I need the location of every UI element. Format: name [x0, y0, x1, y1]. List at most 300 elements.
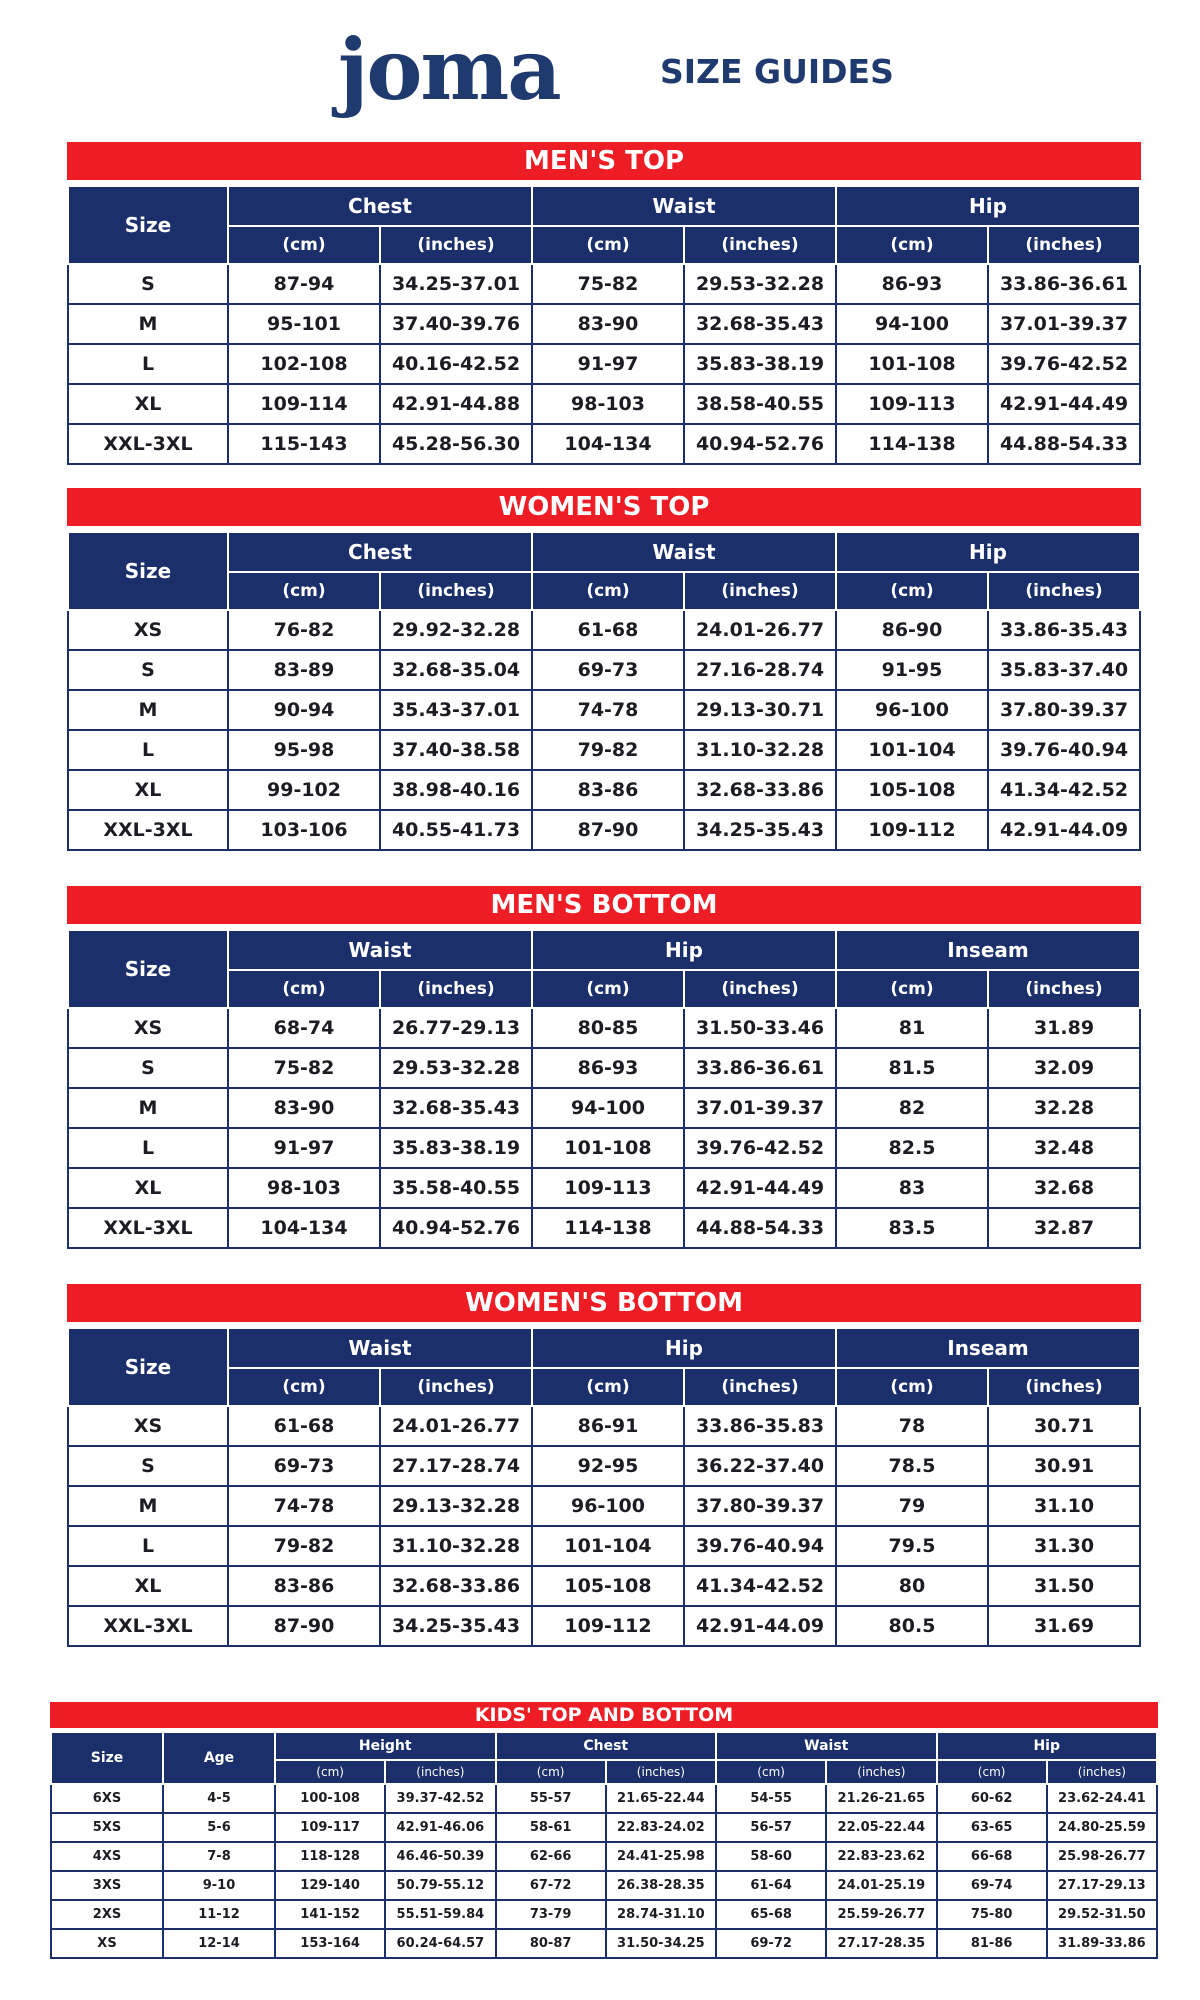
group-header: Waist — [532, 187, 836, 226]
table-row — [68, 730, 1140, 770]
value-cell: 100-108 — [275, 1784, 385, 1813]
table-row — [51, 1813, 1157, 1842]
value-cell: 24.01-26.77 — [380, 1406, 532, 1446]
value-cell: 32.48 — [988, 1128, 1140, 1168]
unit-header: (inches) — [684, 226, 836, 264]
value-cell: 83-90 — [228, 1088, 380, 1128]
value-cell: 79 — [836, 1486, 988, 1526]
value-cell: 32.68-35.43 — [380, 1088, 532, 1128]
size-cell: XXL-3XL — [68, 1606, 228, 1646]
group-header: Hip — [532, 1329, 836, 1368]
value-cell: 61-68 — [532, 610, 684, 650]
value-cell: 21.65-22.44 — [606, 1784, 716, 1813]
value-cell: 12-14 — [163, 1929, 275, 1958]
table-body — [51, 1784, 1157, 1958]
value-cell: 35.83-38.19 — [684, 344, 836, 384]
value-cell: 86-93 — [532, 1048, 684, 1088]
value-cell: 87-90 — [532, 810, 684, 850]
value-cell: 56-57 — [716, 1813, 826, 1842]
value-cell: 78.5 — [836, 1446, 988, 1486]
value-cell: 69-73 — [228, 1446, 380, 1486]
value-cell: 35.83-37.40 — [988, 650, 1140, 690]
value-cell: 96-100 — [836, 690, 988, 730]
unit-header: (cm) — [836, 226, 988, 264]
value-cell: 40.16-42.52 — [380, 344, 532, 384]
unit-header: (cm) — [532, 572, 684, 610]
value-cell: 27.17-28.35 — [826, 1929, 936, 1958]
unit-header: (inches) — [684, 970, 836, 1008]
value-cell: 80-87 — [496, 1929, 606, 1958]
value-cell: 42.91-44.09 — [684, 1606, 836, 1646]
value-cell: 69-72 — [716, 1929, 826, 1958]
value-cell: 40.94-52.76 — [380, 1208, 532, 1248]
table-row — [68, 1566, 1140, 1606]
size-cell: XS — [68, 1406, 228, 1446]
value-cell: 37.80-39.37 — [988, 690, 1140, 730]
size-cell: XXL-3XL — [68, 810, 228, 850]
size-cell: S — [68, 264, 228, 304]
size-cell: XS — [68, 610, 228, 650]
unit-header: (inches) — [606, 1760, 716, 1784]
value-cell: 73-79 — [496, 1900, 606, 1929]
value-cell: 109-113 — [532, 1168, 684, 1208]
value-cell: 58-60 — [716, 1842, 826, 1871]
value-cell: 141-152 — [275, 1900, 385, 1929]
value-cell: 32.87 — [988, 1208, 1140, 1248]
unit-header: (inches) — [380, 572, 532, 610]
value-cell: 31.10-32.28 — [684, 730, 836, 770]
table-row — [68, 1526, 1140, 1566]
value-cell: 83 — [836, 1168, 988, 1208]
value-cell: 129-140 — [275, 1871, 385, 1900]
value-cell: 36.22-37.40 — [684, 1446, 836, 1486]
value-cell: 31.89 — [988, 1008, 1140, 1048]
value-cell: 29.52-31.50 — [1047, 1900, 1157, 1929]
value-cell: 25.98-26.77 — [1047, 1842, 1157, 1871]
value-cell: 80 — [836, 1566, 988, 1606]
value-cell: 75-80 — [937, 1900, 1047, 1929]
value-cell: 42.91-44.09 — [988, 810, 1140, 850]
value-cell: 96-100 — [532, 1486, 684, 1526]
unit-header: (inches) — [385, 1760, 495, 1784]
value-cell: 101-104 — [532, 1526, 684, 1566]
value-cell: 114-138 — [532, 1208, 684, 1248]
table-row — [68, 650, 1140, 690]
value-cell: 22.83-23.62 — [826, 1842, 936, 1871]
unit-header: (cm) — [228, 970, 380, 1008]
value-cell: 61-68 — [228, 1406, 380, 1446]
value-cell: 24.01-25.19 — [826, 1871, 936, 1900]
value-cell: 66-68 — [937, 1842, 1047, 1871]
group-header: Waist — [716, 1732, 937, 1760]
value-cell: 86-90 — [836, 610, 988, 650]
value-cell: 83-86 — [228, 1566, 380, 1606]
value-cell: 75-82 — [228, 1048, 380, 1088]
size-cell: S — [68, 1446, 228, 1486]
value-cell: 35.43-37.01 — [380, 690, 532, 730]
value-cell: 80-85 — [532, 1008, 684, 1048]
value-cell: 41.34-42.52 — [988, 770, 1140, 810]
value-cell: 63-65 — [937, 1813, 1047, 1842]
value-cell: 55-57 — [496, 1784, 606, 1813]
unit-header: (cm) — [275, 1760, 385, 1784]
value-cell: 33.86-35.83 — [684, 1406, 836, 1446]
group-header: Hip — [937, 1732, 1158, 1760]
size-header: Size — [51, 1732, 163, 1784]
value-cell: 92-95 — [532, 1446, 684, 1486]
value-cell: 9-10 — [163, 1871, 275, 1900]
value-cell: 50.79-55.12 — [385, 1871, 495, 1900]
size-cell: M — [68, 1088, 228, 1128]
table-row — [68, 1486, 1140, 1526]
value-cell: 42.91-44.88 — [380, 384, 532, 424]
value-cell: 37.40-38.58 — [380, 730, 532, 770]
value-cell: 61-64 — [716, 1871, 826, 1900]
value-cell: 41.34-42.52 — [684, 1566, 836, 1606]
value-cell: 118-128 — [275, 1842, 385, 1871]
womens-top-section — [67, 488, 1141, 851]
value-cell: 62-66 — [496, 1842, 606, 1871]
value-cell: 60.24-64.57 — [385, 1929, 495, 1958]
value-cell: 109-114 — [228, 384, 380, 424]
value-cell: 33.86-35.43 — [988, 610, 1140, 650]
value-cell: 45.28-56.30 — [380, 424, 532, 464]
kids-section — [50, 1702, 1158, 1959]
group-header: Hip — [836, 533, 1140, 572]
value-cell: 82.5 — [836, 1128, 988, 1168]
value-cell: 27.16-28.74 — [684, 650, 836, 690]
value-cell: 83-90 — [532, 304, 684, 344]
value-cell: 81.5 — [836, 1048, 988, 1088]
size-header: Size — [68, 533, 228, 610]
value-cell: 60-62 — [937, 1784, 1047, 1813]
value-cell: 38.98-40.16 — [380, 770, 532, 810]
value-cell: 104-134 — [228, 1208, 380, 1248]
table-row — [68, 1446, 1140, 1486]
page-title: SIZE GUIDES — [660, 52, 894, 91]
value-cell: 26.77-29.13 — [380, 1008, 532, 1048]
value-cell: 7-8 — [163, 1842, 275, 1871]
mens-bottom-section — [67, 886, 1141, 1249]
group-header: Waist — [228, 1329, 532, 1368]
value-cell: 32.68-35.04 — [380, 650, 532, 690]
value-cell: 74-78 — [228, 1486, 380, 1526]
table-body — [68, 1406, 1140, 1646]
value-cell: 109-112 — [836, 810, 988, 850]
value-cell: 31.50-34.25 — [606, 1929, 716, 1958]
value-cell: 37.40-39.76 — [380, 304, 532, 344]
value-cell: 29.13-32.28 — [380, 1486, 532, 1526]
table-row — [68, 264, 1140, 304]
value-cell: 67-72 — [496, 1871, 606, 1900]
unit-header: (cm) — [937, 1760, 1047, 1784]
group-header: Waist — [532, 533, 836, 572]
value-cell: 83.5 — [836, 1208, 988, 1248]
unit-header: (inches) — [380, 226, 532, 264]
value-cell: 39.76-42.52 — [684, 1128, 836, 1168]
table-row — [51, 1871, 1157, 1900]
value-cell: 28.74-31.10 — [606, 1900, 716, 1929]
value-cell: 31.10-32.28 — [380, 1526, 532, 1566]
table-row — [68, 384, 1140, 424]
value-cell: 44.88-54.33 — [684, 1208, 836, 1248]
value-cell: 81 — [836, 1008, 988, 1048]
value-cell: 29.53-32.28 — [684, 264, 836, 304]
value-cell: 42.91-46.06 — [385, 1813, 495, 1842]
value-cell: 114-138 — [836, 424, 988, 464]
table-row — [68, 1606, 1140, 1646]
value-cell: 94-100 — [532, 1088, 684, 1128]
value-cell: 37.01-39.37 — [684, 1088, 836, 1128]
unit-header: (cm) — [836, 572, 988, 610]
value-cell: 82 — [836, 1088, 988, 1128]
size-cell: 5XS — [51, 1813, 163, 1842]
value-cell: 27.17-28.74 — [380, 1446, 532, 1486]
value-cell: 75-82 — [532, 264, 684, 304]
value-cell: 98-103 — [228, 1168, 380, 1208]
size-table — [67, 187, 1141, 465]
size-cell: XS — [51, 1929, 163, 1958]
group-header: Chest — [496, 1732, 717, 1760]
value-cell: 35.58-40.55 — [380, 1168, 532, 1208]
value-cell: 101-104 — [836, 730, 988, 770]
value-cell: 68-74 — [228, 1008, 380, 1048]
value-cell: 23.62-24.41 — [1047, 1784, 1157, 1813]
value-cell: 65-68 — [716, 1900, 826, 1929]
table-body — [68, 264, 1140, 464]
unit-header: (inches) — [380, 1368, 532, 1406]
value-cell: 69-74 — [937, 1871, 1047, 1900]
size-cell: 4XS — [51, 1842, 163, 1871]
value-cell: 79-82 — [532, 730, 684, 770]
size-header: Size — [68, 931, 228, 1008]
value-cell: 83-86 — [532, 770, 684, 810]
value-cell: 87-90 — [228, 1606, 380, 1646]
unit-header: (cm) — [836, 970, 988, 1008]
table-row — [51, 1784, 1157, 1813]
value-cell: 109-117 — [275, 1813, 385, 1842]
value-cell: 87-94 — [228, 264, 380, 304]
unit-header: (inches) — [988, 1368, 1140, 1406]
value-cell: 39.76-42.52 — [988, 344, 1140, 384]
value-cell: 105-108 — [836, 770, 988, 810]
unit-header: (cm) — [228, 226, 380, 264]
value-cell: 39.76-40.94 — [684, 1526, 836, 1566]
group-header: Inseam — [836, 1329, 1140, 1368]
value-cell: 24.41-25.98 — [606, 1842, 716, 1871]
value-cell: 55.51-59.84 — [385, 1900, 495, 1929]
section-banner: WOMEN'S BOTTOM — [67, 1284, 1141, 1322]
value-cell: 101-108 — [532, 1128, 684, 1168]
size-cell: XL — [68, 1168, 228, 1208]
value-cell: 24.80-25.59 — [1047, 1813, 1157, 1842]
value-cell: 91-95 — [836, 650, 988, 690]
value-cell: 29.13-30.71 — [684, 690, 836, 730]
value-cell: 35.83-38.19 — [380, 1128, 532, 1168]
value-cell: 32.68 — [988, 1168, 1140, 1208]
value-cell: 34.25-35.43 — [684, 810, 836, 850]
size-cell: L — [68, 730, 228, 770]
table-row — [51, 1900, 1157, 1929]
value-cell: 58-61 — [496, 1813, 606, 1842]
value-cell: 91-97 — [228, 1128, 380, 1168]
size-cell: 6XS — [51, 1784, 163, 1813]
value-cell: 42.91-44.49 — [988, 384, 1140, 424]
value-cell: 34.25-37.01 — [380, 264, 532, 304]
table-row — [68, 1208, 1140, 1248]
value-cell: 80.5 — [836, 1606, 988, 1646]
unit-header: (inches) — [380, 970, 532, 1008]
value-cell: 109-113 — [836, 384, 988, 424]
size-table — [50, 1731, 1158, 1959]
size-table — [67, 931, 1141, 1249]
table-row — [68, 810, 1140, 850]
unit-header: (cm) — [228, 1368, 380, 1406]
value-cell: 103-106 — [228, 810, 380, 850]
unit-header: (cm) — [716, 1760, 826, 1784]
value-cell: 109-112 — [532, 1606, 684, 1646]
value-cell: 33.86-36.61 — [988, 264, 1140, 304]
value-cell: 105-108 — [532, 1566, 684, 1606]
value-cell: 104-134 — [532, 424, 684, 464]
value-cell: 101-108 — [836, 344, 988, 384]
value-cell: 26.38-28.35 — [606, 1871, 716, 1900]
size-cell: XXL-3XL — [68, 1208, 228, 1248]
size-cell: 3XS — [51, 1871, 163, 1900]
value-cell: 95-98 — [228, 730, 380, 770]
value-cell: 99-102 — [228, 770, 380, 810]
size-cell: L — [68, 1128, 228, 1168]
value-cell: 37.80-39.37 — [684, 1486, 836, 1526]
unit-header: (inches) — [826, 1760, 936, 1784]
value-cell: 37.01-39.37 — [988, 304, 1140, 344]
group-header: Waist — [228, 931, 532, 970]
size-cell: M — [68, 690, 228, 730]
table-row — [51, 1929, 1157, 1958]
table-body — [68, 610, 1140, 850]
value-cell: 31.69 — [988, 1606, 1140, 1646]
value-cell: 69-73 — [532, 650, 684, 690]
unit-header: (cm) — [228, 572, 380, 610]
size-cell: XL — [68, 1566, 228, 1606]
size-table — [67, 1329, 1141, 1647]
value-cell: 31.50 — [988, 1566, 1140, 1606]
value-cell: 153-164 — [275, 1929, 385, 1958]
value-cell: 102-108 — [228, 344, 380, 384]
value-cell: 76-82 — [228, 610, 380, 650]
womens-bottom-section — [67, 1284, 1141, 1647]
page-header — [0, 20, 1200, 119]
size-cell: XS — [68, 1008, 228, 1048]
size-cell: XXL-3XL — [68, 424, 228, 464]
section-banner: MEN'S BOTTOM — [67, 886, 1141, 924]
group-header: Chest — [228, 187, 532, 226]
unit-header: (cm) — [496, 1760, 606, 1784]
value-cell: 11-12 — [163, 1900, 275, 1929]
age-header: Age — [163, 1732, 275, 1784]
value-cell: 29.92-32.28 — [380, 610, 532, 650]
table-row — [68, 1088, 1140, 1128]
size-cell: S — [68, 1048, 228, 1088]
value-cell: 33.86-36.61 — [684, 1048, 836, 1088]
unit-header: (inches) — [684, 1368, 836, 1406]
value-cell: 29.53-32.28 — [380, 1048, 532, 1088]
value-cell: 32.28 — [988, 1088, 1140, 1128]
value-cell: 31.10 — [988, 1486, 1140, 1526]
table-row — [68, 344, 1140, 384]
value-cell: 39.37-42.52 — [385, 1784, 495, 1813]
size-header: Size — [68, 187, 228, 264]
table-row — [68, 690, 1140, 730]
table-row — [68, 1406, 1140, 1446]
value-cell: 24.01-26.77 — [684, 610, 836, 650]
table-row — [68, 304, 1140, 344]
value-cell: 32.09 — [988, 1048, 1140, 1088]
table-row — [68, 1008, 1140, 1048]
value-cell: 40.55-41.73 — [380, 810, 532, 850]
value-cell: 79-82 — [228, 1526, 380, 1566]
size-cell: L — [68, 344, 228, 384]
value-cell: 78 — [836, 1406, 988, 1446]
section-banner: KIDS' TOP AND BOTTOM — [50, 1702, 1158, 1728]
unit-header: (cm) — [532, 970, 684, 1008]
value-cell: 4-5 — [163, 1784, 275, 1813]
value-cell: 74-78 — [532, 690, 684, 730]
value-cell: 30.91 — [988, 1446, 1140, 1486]
value-cell: 86-91 — [532, 1406, 684, 1446]
unit-header: (inches) — [1047, 1760, 1157, 1784]
value-cell: 95-101 — [228, 304, 380, 344]
table-row — [68, 610, 1140, 650]
value-cell: 44.88-54.33 — [988, 424, 1140, 464]
value-cell: 32.68-35.43 — [684, 304, 836, 344]
table-row — [68, 424, 1140, 464]
unit-header: (cm) — [532, 1368, 684, 1406]
table-body — [68, 1008, 1140, 1248]
value-cell: 39.76-40.94 — [988, 730, 1140, 770]
group-header: Height — [275, 1732, 496, 1760]
size-cell: M — [68, 304, 228, 344]
value-cell: 40.94-52.76 — [684, 424, 836, 464]
unit-header: (inches) — [988, 970, 1140, 1008]
value-cell: 5-6 — [163, 1813, 275, 1842]
group-header: Chest — [228, 533, 532, 572]
table-row — [68, 1048, 1140, 1088]
value-cell: 30.71 — [988, 1406, 1140, 1446]
table-row — [68, 770, 1140, 810]
value-cell: 42.91-44.49 — [684, 1168, 836, 1208]
value-cell: 21.26-21.65 — [826, 1784, 936, 1813]
value-cell: 94-100 — [836, 304, 988, 344]
value-cell: 27.17-29.13 — [1047, 1871, 1157, 1900]
value-cell: 115-143 — [228, 424, 380, 464]
size-cell: L — [68, 1526, 228, 1566]
value-cell: 22.05-22.44 — [826, 1813, 936, 1842]
size-cell: XL — [68, 770, 228, 810]
value-cell: 34.25-35.43 — [380, 1606, 532, 1646]
value-cell: 91-97 — [532, 344, 684, 384]
brand-logo: joma — [338, 20, 560, 119]
value-cell: 79.5 — [836, 1526, 988, 1566]
value-cell: 22.83-24.02 — [606, 1813, 716, 1842]
value-cell: 25.59-26.77 — [826, 1900, 936, 1929]
size-cell: 2XS — [51, 1900, 163, 1929]
table-row — [68, 1128, 1140, 1168]
value-cell: 31.50-33.46 — [684, 1008, 836, 1048]
unit-header: (inches) — [988, 572, 1140, 610]
section-banner: MEN'S TOP — [67, 142, 1141, 180]
value-cell: 98-103 — [532, 384, 684, 424]
